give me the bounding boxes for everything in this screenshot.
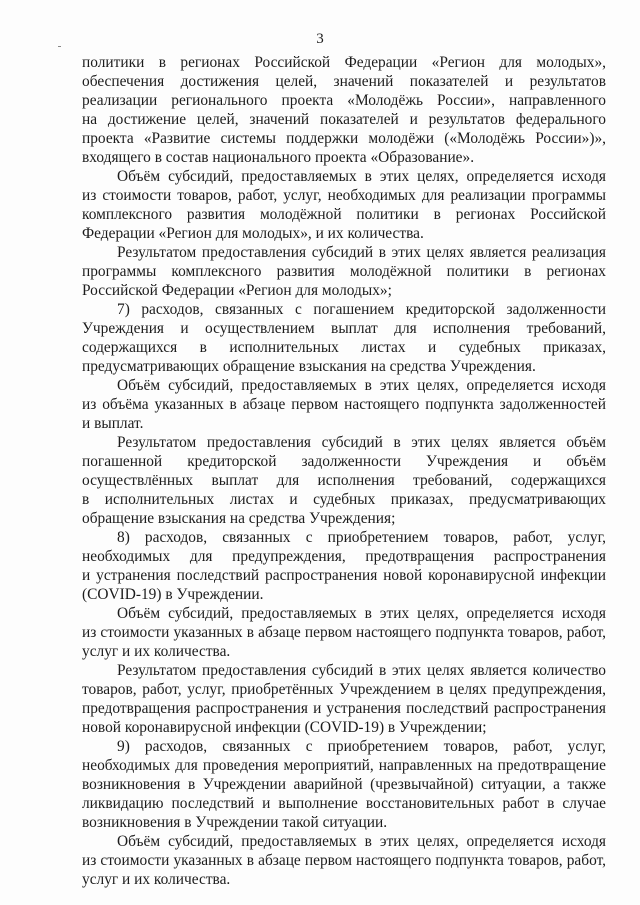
text-line: реализации регионального проекта «Молодёжь России», направленного (82, 92, 606, 109)
text-line: входящего в состав национального проекта «Образование». (82, 149, 475, 166)
text-line: новой коронавирусной инфекции (COVID-19) в Учреждении; (82, 719, 487, 736)
text-line: в исполнительных листах и судебных приказах, предусматривающих (82, 491, 606, 508)
text-line: проекта «Развитие системы поддержки молодёжи («Молодёжь России»)», (82, 130, 606, 147)
text-line: (COVID-19) в Учреждении. (82, 586, 264, 603)
page-number: 3 (316, 31, 324, 47)
text-line: и выплат. (82, 415, 144, 432)
text-line: необходимых для предупреждения, предотвращения распространения (82, 548, 606, 565)
text-line: программы комплексного развития молодёжной политики в регионах (82, 263, 606, 280)
text-line: из объёма указанных в абзаце первом настоящего подпункта задолженностей (82, 396, 606, 413)
text-line: Учреждения и осуществлением выплат для исполнения требований, (82, 320, 606, 337)
text-line: Результатом предоставления субсидий в этих целях является реализация (117, 244, 606, 261)
text-line: из стоимости указанных в абзаце первом настоящего подпункта товаров, работ, (82, 852, 606, 869)
text-line: услуг и их количества. (82, 871, 231, 888)
text-line: возникновения в Учреждении такой ситуации. (82, 814, 388, 831)
text-line: Российской Федерации «Регион для молодых»; (82, 282, 392, 299)
text-line: и устранения последствий распространения новой коронавирусной инфекции (82, 567, 606, 584)
text-line: обеспечения достижения целей, значений показателей и результатов (82, 73, 606, 90)
text-line: 7) расходов, связанных с погашением кредиторской задолженности (117, 301, 606, 318)
text-line: Объём субсидий, предоставляемых в этих целях, определяется исходя (117, 168, 606, 185)
text-line: ликвидацию последствий и выполнение восстановительных работ в случае (82, 795, 606, 812)
text-line: Результатом предоставления субсидий в этих целях является объём (117, 434, 606, 451)
scan-mark (58, 46, 61, 47)
text-line: предотвращения распространения и устранения последствий распространения (82, 700, 606, 717)
text-line: из стоимости указанных в абзаце первом настоящего подпункта товаров, работ, (82, 624, 606, 641)
text-line: обращение взыскания на средства Учреждения; (82, 510, 396, 527)
text-line: Объём субсидий, предоставляемых в этих целях, определяется исходя (117, 377, 606, 394)
text-line: товаров, работ, услуг, приобретённых Учреждением в целях предупреждения, (82, 681, 606, 698)
text-line: предусматривающих обращение взыскания на средства Учреждения. (82, 358, 536, 375)
text-line: возникновения в Учреждении аварийной (чрезвычайной) ситуации, а также (82, 776, 606, 793)
text-line: из стоимости товаров, работ, услуг, необходимых для реализации программы (82, 187, 606, 204)
text-line: Объём субсидий, предоставляемых в этих целях, определяется исходя (117, 605, 606, 622)
text-line: 9) расходов, связанных с приобретением товаров, работ, услуг, (117, 738, 606, 755)
text-line: комплексного развития молодёжной политики в регионах Российской (82, 206, 606, 223)
text-line: содержащихся в исполнительных листах и судебных приказах, (82, 339, 606, 356)
text-line: Федерации «Регион для молодых», и их количества. (82, 225, 424, 242)
text-line: 8) расходов, связанных с приобретением товаров, работ, услуг, (117, 529, 606, 546)
text-line: на достижение целей, значений показателей и результатов федерального (82, 111, 606, 128)
text-line: осуществлённых выплат для исполнения требований, содержащихся (82, 472, 606, 489)
text-line: услуг и их количества. (82, 643, 231, 660)
text-line: погашенной кредиторской задолженности Учреждения и объём (82, 453, 606, 470)
text-line: Объём субсидий, предоставляемых в этих целях, определяется исходя (117, 833, 606, 850)
text-line: Результатом предоставления субсидий в этих целях является количество (117, 662, 606, 679)
text-line: необходимых для проведения мероприятий, направленных на предотвращение (82, 757, 606, 774)
text-line: политики в регионах Российской Федерации «Регион для молодых», (82, 54, 606, 71)
